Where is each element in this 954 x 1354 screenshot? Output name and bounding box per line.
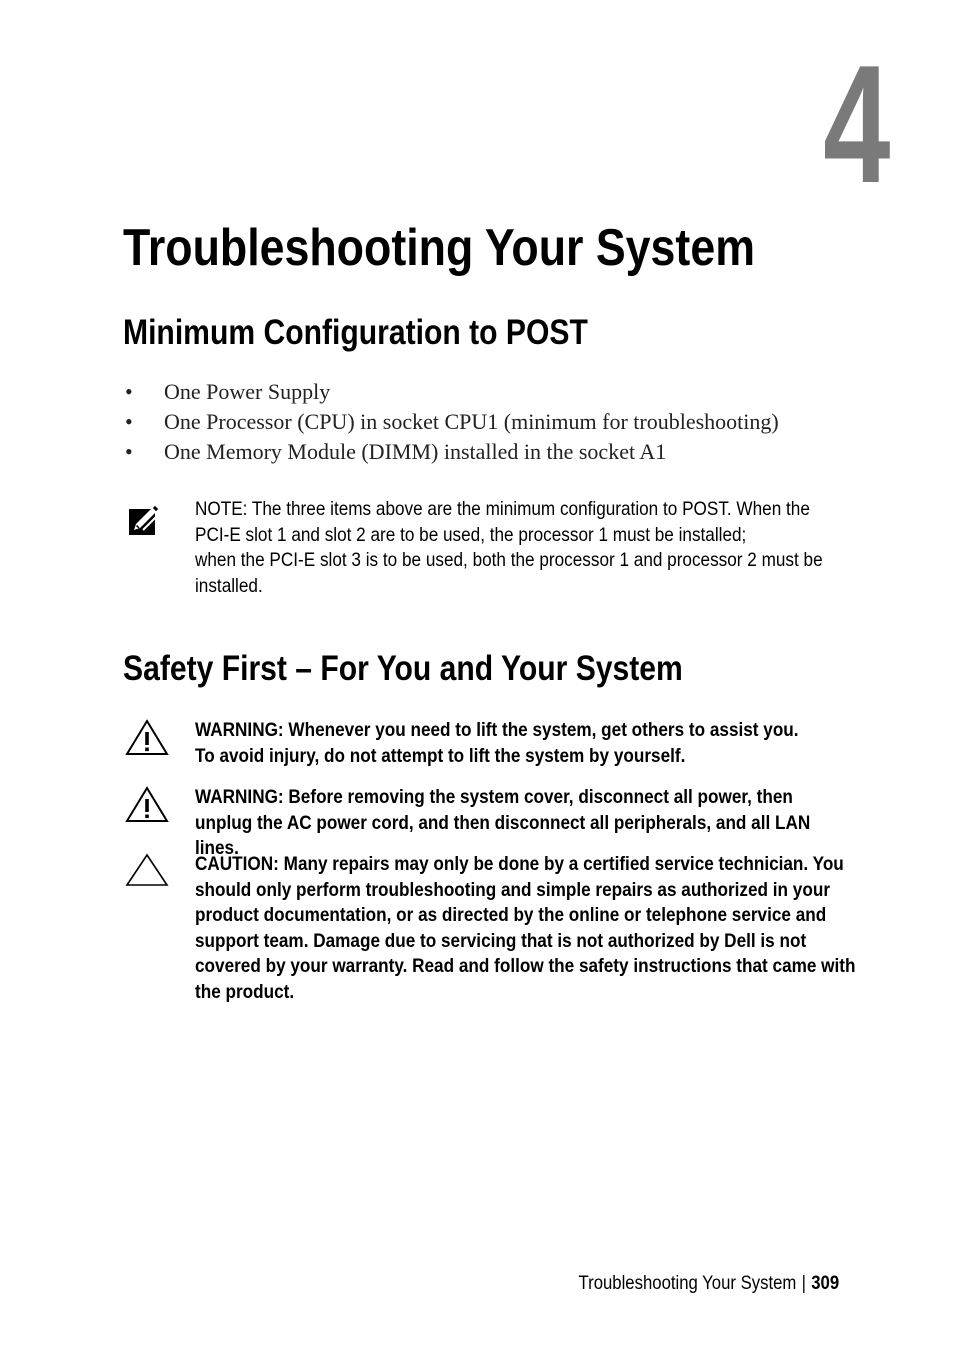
section-heading-safety-first: Safety First – For You and Your System [123, 649, 683, 688]
list-item-text: One Processor (CPU) in socket CPU1 (minimum for troubleshooting) [164, 409, 779, 434]
warning-text: WARNING: Before removing the system cover, disconnect all power, then unplug the AC power cord, and then disconnect all peripherals, and all LAN lines. [195, 786, 811, 859]
caution-text: CAUTION: Many repairs may only be done by a certified service technician. You should only perform troubleshooting and simple repairs as authorized in your product documentation, or as directed by the online or telephone service and support team. Damage due to servicing that is not authorized by Dell is not covered by your warranty. Read and follow the safety instructions that came with the product. [195, 853, 856, 1003]
section-heading-minimum-configuration: Minimum Configuration to POST [123, 313, 588, 352]
chapter-title: Troubleshooting Your System [123, 219, 755, 277]
list-item [123, 377, 779, 407]
list-item-text: One Memory Module (DIMM) installed in the socket A1 [164, 439, 667, 464]
list-item [123, 437, 779, 467]
footer-separator: | [801, 1273, 806, 1294]
note-line-4: installed. [195, 574, 263, 597]
list-item [123, 407, 779, 437]
bullet-icon: • [125, 439, 133, 464]
chapter-number: 4 [822, 30, 890, 218]
minimum-configuration-list [123, 377, 779, 467]
caution-triangle-icon [123, 852, 171, 892]
warning-triangle-icon [123, 785, 171, 825]
page-number: 309 [811, 1273, 839, 1294]
bullet-icon: • [125, 409, 133, 434]
page-footer [578, 1272, 839, 1296]
note-line-2: PCI-E slot 1 and slot 2 are to be used, the processor 1 must be installed; [195, 523, 747, 546]
note-line-1: The three items above are the minimum configuration to POST. When the [251, 498, 810, 520]
note-text [195, 497, 873, 599]
bullet-icon: • [125, 379, 133, 404]
note-line-3: when the PCI-E slot 3 is to be used, both the processor 1 and processor 2 must be [195, 549, 823, 571]
note-pencil-icon [123, 497, 171, 537]
list-item-text: One Power Supply [164, 379, 331, 404]
note-label: NOTE: [195, 498, 248, 520]
warning-text: WARNING: Whenever you need to lift the system, get others to assist you. To avoid injury, do not attempt to lift the system by yourself. [195, 719, 799, 767]
running-title: Troubleshooting Your System [578, 1273, 797, 1294]
warning-triangle-icon [123, 718, 171, 758]
